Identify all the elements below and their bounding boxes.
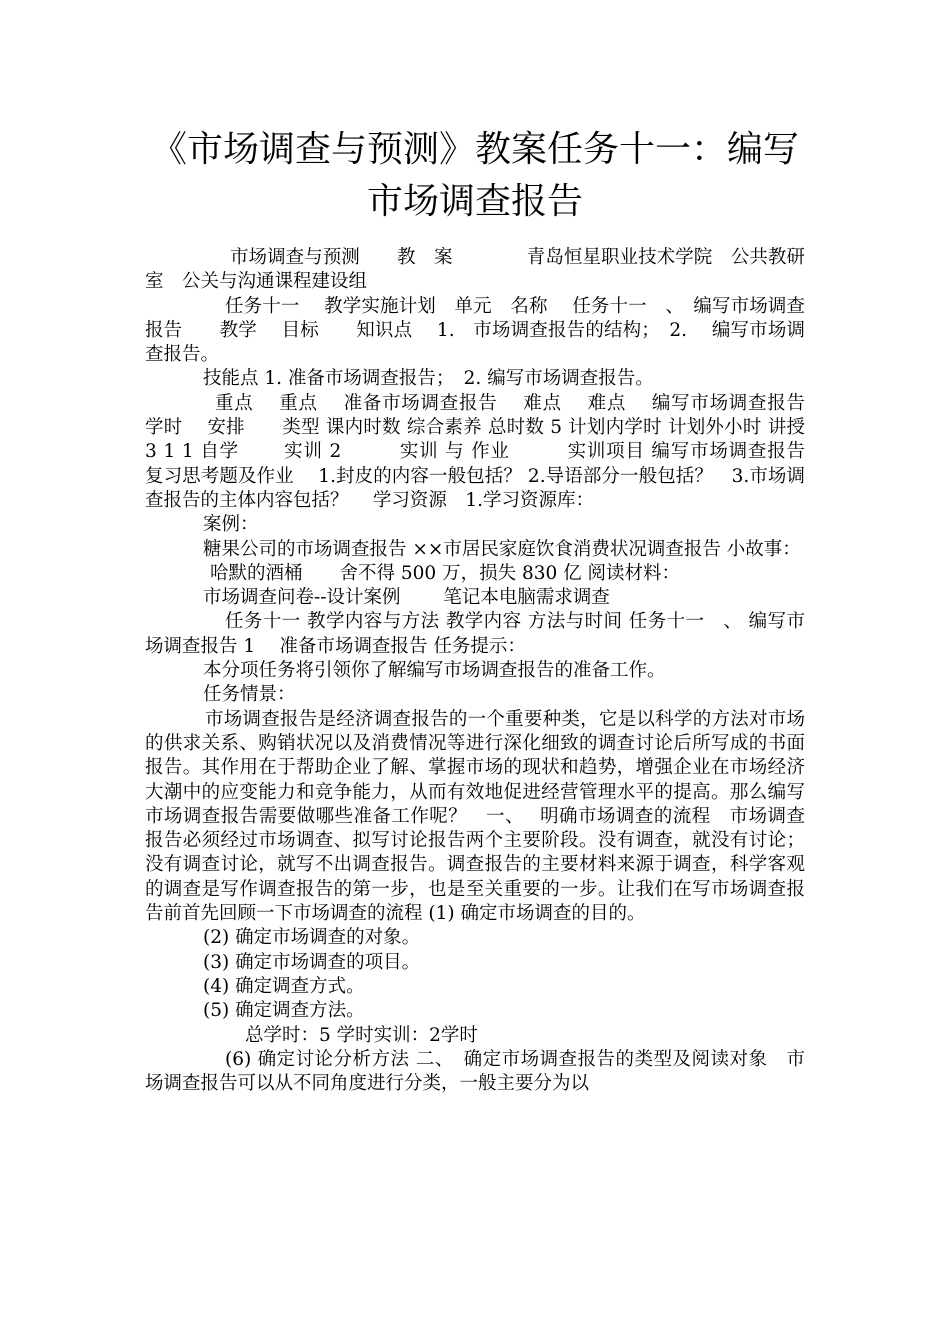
hours-paragraph: 总学时：5 学时实训：2学时 <box>245 1024 478 1046</box>
scenario-paragraph: 市场调查报告是经济调查报告的一个重要种类，它是以科学的方法对市场的供求关系、购销状况以及消费情况等进行深化细致的调查讨论后所写成的书面报告。其作用在于帮助企业了解、掌握市场的现状和趋势，增强企业在市场经济大潮中的应变能力和竞争能力，从而有效地促进经营管理水平的提高。那么编写市场调查报告需要做哪些准备工作呢？ 一、 明确市场调查的流程 市场调查报告必须经过市场调查、拟写讨论报告两个主要阶段。没有调查，就没有讨论；没有调查讨论，就写不出调查报告。调查报告的主要材料来源于调查，科学客观的调查是写作调查报告的第一步，也是至关重要的一步。让我们在写市场调查报告前首先回顾一下市场调查的流程 (1) 确定市场调查的目的。 <box>145 708 805 925</box>
analysis-paragraph: (6) 确定讨论分析方法 二、 确定市场调查报告的类型及阅读对象 市场调查报告可以从不同角度进行分类，一般主要分为以 <box>145 1048 805 1095</box>
key-points-paragraph: 重点 重点 准备市场调查报告 难点 难点 编写市场调查报告 学时 安排 类型 课内时数 综合素养 总时数 5 计划内学时 计划外小时 讲授 3 1 1 自学 实训 2 实训 与 作业 实训项目 编写市场调查报告 复习思考题及作业 1.封皮的内容一般包括？ 2.导语部分一般包括？ 3.市场调查报告的主体内容包括？ 学习资源 1.学习资源库： <box>145 392 843 511</box>
header-paragraph: 市场调查与预测 教 案 青岛恒星职业技术学院 公共教研室 公关与沟通课程建设组 <box>145 247 805 293</box>
list-item: (2) 确定市场调查的对象。 <box>203 927 421 949</box>
task-hint-paragraph: 本分项任务将引领你了解编写市场调查报告的准备工作。 <box>203 660 666 682</box>
skill-paragraph: 技能点 1. 准备市场调查报告； 2. 编写市场调查报告。 <box>203 368 654 390</box>
case-paragraph: 糖果公司的市场调查报告 ××市居民家庭饮食消费状况调查报告 小故事： <box>203 538 801 560</box>
list-item: (4) 确定调查方式。 <box>203 975 365 997</box>
scenario-heading: 任务情景： <box>203 684 296 706</box>
plan-paragraph: 任务十一 教学实施计划 单元 名称 任务十一 、 编写市场调查报告 教学 目标 知识点 1. 市场调查报告的结构； 2. 编写市场调查报告。 <box>145 295 805 366</box>
list-item: (5) 确定调查方法。 <box>203 1000 365 1022</box>
reading-paragraph: 市场调查问卷--设计案例 笔记本电脑需求调查 <box>203 587 610 609</box>
list-item: (3) 确定市场调查的项目。 <box>203 951 421 973</box>
content-paragraph: 任务十一 教学内容与方法 教学内容 方法与时间 任务十一 、 编写市场调查报告 1 准备市场调查报告 任务提示： <box>145 611 805 657</box>
case-heading: 案例： <box>203 514 259 536</box>
document-body <box>145 246 843 1096</box>
document-title: 《市场调查与预测》教案任务十一：编写市场调查报告 <box>150 129 799 222</box>
story-paragraph: 哈默的酒桶 舍不得 500 万，损失 830 亿 阅读材料： <box>210 562 681 584</box>
